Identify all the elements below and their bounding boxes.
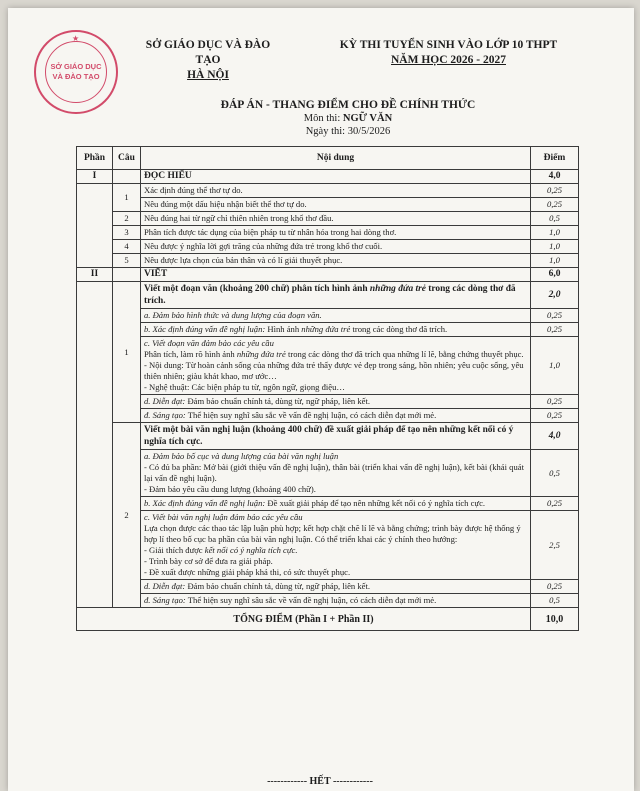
exam-name: KỲ THI TUYỂN SINH VÀO LỚP 10 THPT <box>339 39 558 51</box>
section-part: I <box>77 170 113 184</box>
table-row <box>77 337 579 395</box>
row-score: 1,0 <box>531 254 579 268</box>
row-score: 0,5 <box>531 450 579 497</box>
row-score: 0,25 <box>531 580 579 594</box>
criterion-emphasis: kết nối có ý nghĩa tích cực. <box>204 545 298 555</box>
table-row <box>77 323 579 337</box>
row-content: Phân tích được tác dụng của biện pháp tu từ nhân hóa trong hai dòng thơ. <box>141 226 531 240</box>
criterion-a <box>141 450 531 497</box>
criterion-b <box>141 323 531 337</box>
table-row <box>77 240 579 254</box>
question-number: 4 <box>113 240 141 254</box>
row-content: Nêu được ý nghĩa lời gợi trăng của những đứa trẻ trong khổ thơ cuối. <box>141 240 531 254</box>
section-score: 4,0 <box>531 170 579 184</box>
criterion-paragraph <box>144 349 527 360</box>
criterion-d <box>141 395 531 409</box>
criterion-text: Thể hiện suy nghĩ sâu sắc về vấn đề nghị luận, có cách diễn đạt mới mẻ. <box>185 410 437 420</box>
criterion-paragraph: - Trình bày cơ sở để đưa ra giải pháp. <box>144 556 273 566</box>
criterion-text: Đề xuất giải pháp để tạo nên những kết nối có ý nghĩa tích cực. <box>265 498 486 508</box>
criterion-lead: đ. Sáng tạo: <box>144 410 186 420</box>
criterion-b <box>141 497 531 511</box>
table-row <box>77 212 579 226</box>
criterion-emphasis: những đứa trẻ <box>236 349 286 359</box>
row-score: 1,0 <box>531 337 579 395</box>
criterion-c <box>141 511 531 580</box>
criterion-lead: c. Viết đoạn văn đảm bảo các yêu cầu <box>144 338 274 348</box>
subject-label: Môn thi: <box>303 113 341 124</box>
document-title: ĐÁP ÁN - THANG ĐIỂM CHO ĐỀ CHÍNH THỨC <box>220 99 476 111</box>
question-score: 2,0 <box>531 282 579 309</box>
question-number: 2 <box>113 212 141 226</box>
table-row <box>77 450 579 497</box>
criterion-text: Đảm bảo chuẩn chính tả, dùng từ, ngữ pháp, liên kết. <box>185 581 371 591</box>
question-prompt <box>141 282 531 309</box>
criterion-lead: b. Xác định đúng vấn đề nghị luận: <box>144 498 266 508</box>
criterion-lead: d. Diễn đạt: <box>144 581 186 591</box>
row-score: 0,5 <box>531 212 579 226</box>
criterion-lead: b. Xác định đúng vấn đề nghị luận: <box>144 324 266 334</box>
issuer-city: HÀ NỘI <box>187 69 229 81</box>
table-row <box>77 226 579 240</box>
criterion-paragraph: - Có đủ ba phần: Mở bài (giới thiệu vấn đề nghị luận), thân bài (triển khai vấn đề nghị luận), kết bài (khái quát lại vấn đề nghị luận). <box>144 462 524 483</box>
header-part: Phần <box>77 147 113 170</box>
criterion-paragraph <box>144 545 527 556</box>
criterion-text: Phân tích, làm rõ hình ảnh <box>144 349 237 359</box>
row-score: 1,0 <box>531 240 579 254</box>
question-number: 1 <box>113 184 141 212</box>
criterion-lead: c. Viết bài văn nghị luận đảm bảo các yêu cầu <box>144 512 303 522</box>
criterion-paragraph: - Đảm bảo yêu cầu dung lượng (khoảng 400 chữ). <box>144 484 316 494</box>
criterion-d <box>141 580 531 594</box>
total-row <box>77 608 579 631</box>
criterion-lead: d. Diễn đạt: <box>144 396 186 406</box>
header-score: Điểm <box>531 147 579 170</box>
total-score: 10,0 <box>531 608 579 631</box>
criterion-text: Thể hiện suy nghĩ sâu sắc về vấn đề nghị luận, có cách diễn đạt mới mẻ. <box>185 595 437 605</box>
row-score: 1,0 <box>531 226 579 240</box>
row-score: 0,25 <box>531 309 579 323</box>
question-number: 1 <box>113 282 141 423</box>
scoring-table <box>76 146 579 631</box>
criterion-text: Hình ảnh <box>265 324 302 334</box>
table-row <box>77 594 579 608</box>
row-score: 0,25 <box>531 198 579 212</box>
criterion-text: trong các dòng thơ đã trích. <box>350 324 448 334</box>
table-row <box>77 423 579 450</box>
question-score: 4,0 <box>531 423 579 450</box>
criterion-e <box>141 594 531 608</box>
criterion-e <box>141 409 531 423</box>
subject-name: NGỮ VĂN <box>342 113 393 124</box>
criterion-lead: a. Đảm bảo bố cục và dung lượng của bài văn nghị luận <box>144 451 339 461</box>
table-row <box>77 184 579 198</box>
criterion-a: a. Đảm bảo hình thức và dung lượng của đoạn văn. <box>141 309 531 323</box>
row-content: Nêu đúng một dấu hiệu nhận biết thể thơ tự do. <box>141 198 531 212</box>
prompt-text: trong các dòng thơ đã trích. <box>144 284 516 306</box>
table-row <box>77 497 579 511</box>
row-score: 0,25 <box>531 409 579 423</box>
criterion-lead: đ. Sáng tạo: <box>144 595 186 605</box>
table-row <box>77 254 579 268</box>
exam-date: Ngày thi: 30/5/2026 <box>305 126 391 137</box>
table-row <box>77 511 579 580</box>
row-content: Xác định đúng thể thơ tự do. <box>141 184 531 198</box>
section-title: ĐỌC HIỂU <box>141 170 531 184</box>
section-score: 6,0 <box>531 268 579 282</box>
criterion-text: Đảm bảo chuẩn chính tả, dùng từ, ngữ pháp, liên kết. <box>185 396 371 406</box>
star-icon: ★ <box>72 34 80 43</box>
table-row <box>77 309 579 323</box>
table-row <box>77 198 579 212</box>
question-number: 3 <box>113 226 141 240</box>
empty-cell <box>77 282 113 608</box>
row-score: 0,25 <box>531 323 579 337</box>
question-prompt: Viết một bài văn nghị luận (khoảng 400 chữ) đề xuất giải pháp để tạo nên những kết nối có ý nghĩa tích cực. <box>141 423 531 450</box>
section-part: II <box>77 268 113 282</box>
section-row-writing <box>77 268 579 282</box>
section-row-reading <box>77 170 579 184</box>
prompt-emphasis: những đứa trẻ <box>369 284 426 294</box>
table-row <box>77 409 579 423</box>
seal-line-2: VÀ ĐÀO TẠO <box>52 72 100 81</box>
row-content: Nêu đúng hai từ ngữ chỉ thiên nhiên trong khổ thơ đầu. <box>141 212 531 226</box>
exam-header <box>306 38 591 68</box>
row-score: 0,25 <box>531 395 579 409</box>
row-score: 2,5 <box>531 511 579 580</box>
table-header-row <box>77 147 579 170</box>
criterion-paragraph: - Nội dung: Từ hoàn cảnh sống của những đứa trẻ thấy được vẻ đẹp trong sáng, hồn nhiên; yêu cuộc sống, yêu thiên nhiên; giàu khát khao, mơ ước… <box>144 360 524 381</box>
subject-line <box>148 112 548 125</box>
row-content: Nêu được lựa chọn của bản thân và có lí giải thuyết phục. <box>141 254 531 268</box>
question-number: 2 <box>113 423 141 608</box>
row-score: 0,25 <box>531 497 579 511</box>
row-score: 0,25 <box>531 184 579 198</box>
table-row <box>77 580 579 594</box>
criterion-paragraph: - Đề xuất được những giải pháp khả thi, có sức thuyết phục. <box>144 567 351 577</box>
section-title: VIẾT <box>141 268 531 282</box>
criterion-paragraph: Lựa chọn được các thao tác lập luận phù hợp; kết hợp chặt chẽ lí lẽ và bằng chứng; trình bày được hệ thống ý hợp lí theo bố cục ba phần của bài văn nghị luận. Có thể triển khai các ý chính theo hướng: <box>144 523 521 544</box>
row-score: 0,5 <box>531 594 579 608</box>
seal-line-1: SỞ GIÁO DỤC <box>50 62 102 71</box>
criterion-paragraph: - Nghệ thuật: Các biện pháp tu từ, ngôn ngữ, giọng điệu… <box>144 382 345 392</box>
header-content: Nội dung <box>141 147 531 170</box>
official-seal-stamp <box>34 30 118 114</box>
criterion-text: trong các dòng thơ đã trích qua những lí lẽ, bằng chứng thuyết phục. <box>285 349 524 359</box>
school-year: NĂM HỌC 2026 - 2027 <box>391 54 506 66</box>
criterion-c <box>141 337 531 395</box>
total-label: TỔNG ĐIỂM (Phần I + Phần II) <box>77 608 531 631</box>
criterion-text: - Giải thích được <box>144 545 205 555</box>
end-marker: ------------ HẾT ------------ <box>267 776 373 787</box>
issuer-header <box>133 38 283 83</box>
document-title-block <box>148 98 548 138</box>
empty-cell <box>113 268 141 282</box>
empty-cell <box>77 184 113 268</box>
empty-cell <box>113 170 141 184</box>
question-number: 5 <box>113 254 141 268</box>
issuer-name: SỞ GIÁO DỤC VÀ ĐÀO TẠO <box>145 39 271 66</box>
prompt-text: Viết một đoạn văn (khoảng 200 chữ) phân tích hình ảnh <box>144 284 370 294</box>
criterion-emphasis: những đứa trẻ <box>301 324 351 334</box>
header-question: Câu <box>113 147 141 170</box>
table-row <box>77 395 579 409</box>
seal-inner-ring <box>45 41 107 103</box>
table-row <box>77 282 579 309</box>
